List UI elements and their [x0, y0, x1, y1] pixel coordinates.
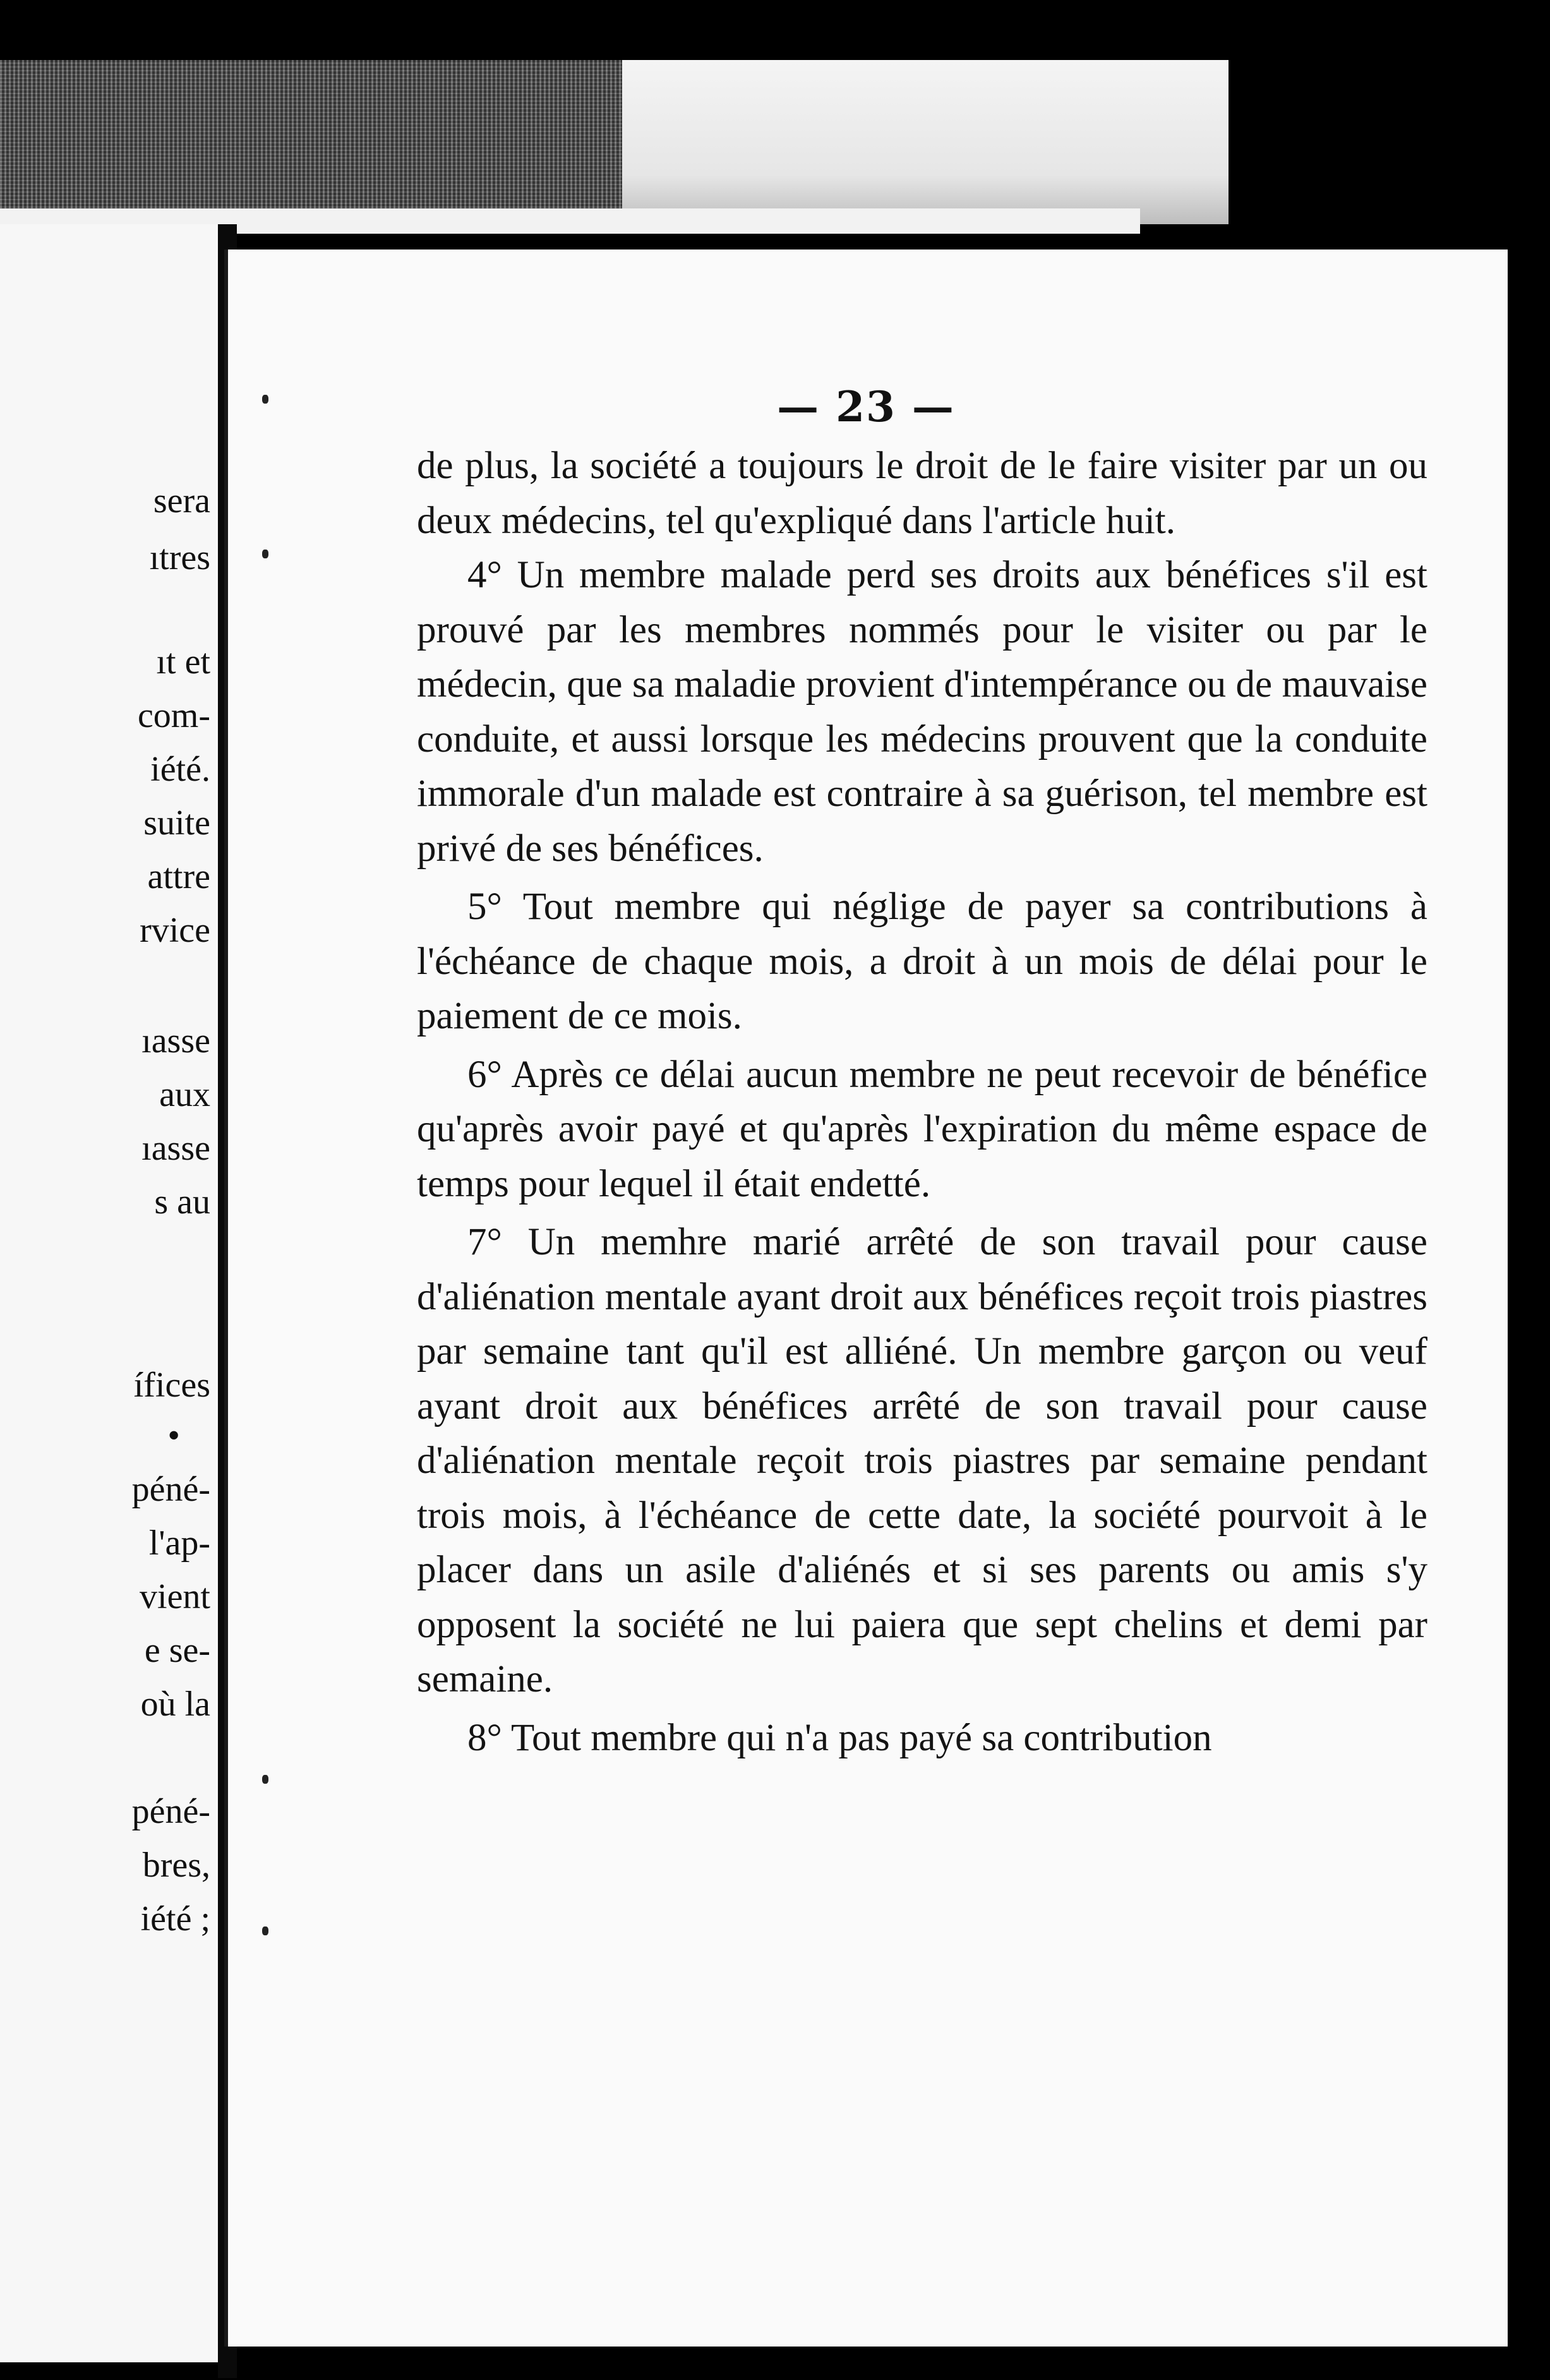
- page-speck: [262, 395, 268, 404]
- paragraph: 5° Tout membre qui néglige de payer sa contributions à l'échéance de chaque mois, a droit à un mois de délai pour le paiement de ce mois.: [417, 886, 1427, 1037]
- left-line: ıtres: [149, 538, 210, 577]
- left-line: péné-: [131, 1792, 210, 1831]
- left-line: sera: [153, 481, 210, 520]
- left-line: com-: [137, 696, 210, 735]
- left-line: aux: [159, 1075, 210, 1114]
- book-binding-cloth: [0, 60, 625, 212]
- page-speck: [262, 1926, 268, 1935]
- left-line: •: [167, 1416, 180, 1455]
- page-speck: [262, 550, 268, 558]
- left-line: ıt et: [156, 642, 210, 682]
- left-line: péné-: [131, 1470, 210, 1509]
- left-line: s au: [154, 1182, 210, 1222]
- paragraph: 8° Tout membre qui n'a pas payé sa contribution: [467, 1716, 1212, 1759]
- page-body: [417, 439, 1427, 1765]
- paragraph: 7° Un memhre marié arrêté de son travail pour cause d'aliénation mentale ayant droit aux bénéfices reçoit trois piastres par semaine tant qu'il est alliéné. Un membre garçon ou veuf ayant droit aux bénéfices arrêté de son travail pour cause d'aliénation mentale reçoit trois piastres par semaine pendant trois mois, à l'échéance de cette date, la société pourvoit à le placer dans un asile d'aliénés et si ses parents ou amis s'y opposent la société ne lui paiera que sept chelins et demi par semaine.: [417, 1221, 1427, 1700]
- left-line: e se-: [144, 1631, 210, 1670]
- book-binding-paper: [622, 60, 1229, 224]
- paragraph: 4° Un membre malade perd ses droits aux bénéfices s'il est prouvé par les membres nommés pour le visiter ou par le médecin, que sa maladie provient d'intempérance ou de mauvaise conduite, et aussi lorsque les médecins prouvent que la conduite immorale d'un malade est contraire à sa guérison, tel membre est privé de ses bénéfices.: [417, 554, 1427, 870]
- left-line: où la: [140, 1685, 210, 1724]
- left-line: rvice: [140, 911, 210, 950]
- left-page-fragment: [0, 224, 218, 2362]
- left-line: ífices: [133, 1366, 210, 1405]
- left-line: l'ap-: [148, 1524, 210, 1563]
- page-speck: [262, 1775, 268, 1784]
- left-line: iété ;: [140, 1899, 210, 1938]
- left-line: attre: [147, 857, 210, 896]
- book-page: [224, 249, 1508, 2347]
- left-line: ıasse: [141, 1129, 210, 1168]
- left-line: iété.: [150, 750, 210, 789]
- paragraph: 6° Après ce délai aucun membre ne peut recevoir de bénéfice qu'après avoir payé et qu'après l'expiration du même espace de temps pour lequel il était endetté.: [417, 1053, 1427, 1205]
- left-line: vient: [140, 1577, 210, 1616]
- paragraph: de plus, la société a toujours le droit de le faire visiter par un ou deux médecins, tel qu'expliqué dans l'article huit.: [417, 445, 1427, 542]
- left-line: suite: [143, 803, 210, 843]
- left-line: bres,: [142, 1846, 210, 1885]
- page-number: — 23 —: [777, 382, 955, 431]
- left-line: ıasse: [141, 1021, 210, 1061]
